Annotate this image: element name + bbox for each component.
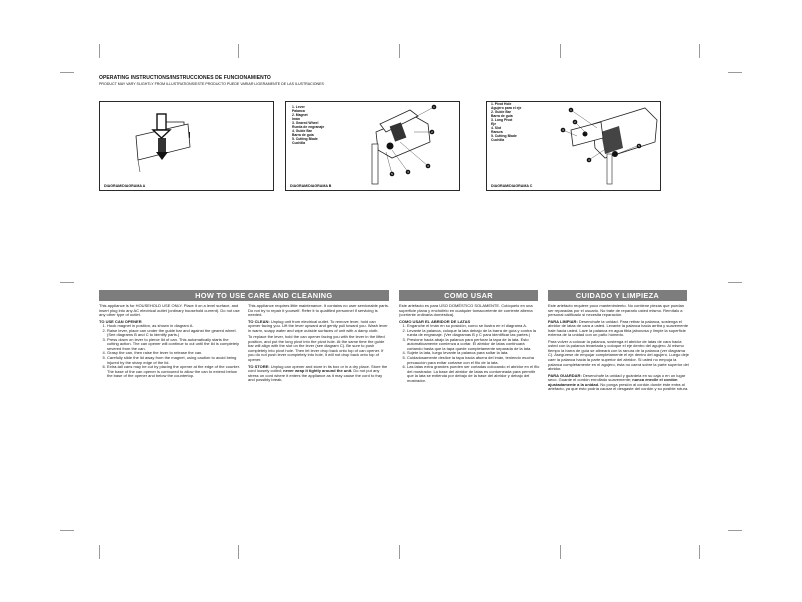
svg-text:1: 1	[570, 108, 572, 113]
column-care-cleaning	[248, 304, 389, 385]
can-opener-illustration-a	[100, 102, 273, 190]
paragraph	[548, 374, 689, 392]
paragraph	[548, 320, 689, 338]
svg-text:5: 5	[638, 144, 640, 149]
section-heading-care-cleaning	[248, 290, 389, 301]
legend-line: 3. Long Pivot	[491, 118, 513, 122]
heading-text: CARE AND CLEANING	[248, 291, 333, 300]
crop-mark	[728, 530, 742, 531]
subheading: COMO USAR EL ABRIDOR DE LATAS	[399, 318, 471, 324]
legend-line: Eje	[491, 122, 497, 126]
bold-text: nunca enrolle el cordón ajustadamente a la unidad.	[548, 377, 678, 387]
legend-line: 4. Guide Bar	[292, 129, 312, 133]
list-item: 4. Grasp the can, then raise the lever to release the can.	[107, 351, 240, 356]
list-item: 1. Enganche el imán en su posición, como se ilustra en el diagrama A.	[407, 324, 540, 329]
legend-line: 1. Lever	[292, 105, 305, 109]
crop-mark	[399, 545, 400, 559]
list-item: 5. Carefully slide the lid away from the magnet, using caution to avoid being injured by the sharp edge of the lid.	[107, 356, 240, 365]
list-item: 3. Press down on lever to pierce lid of can. This automatically starts the cutting action. The can opener will continue to cut until the lid is completely severed from the can.	[107, 338, 240, 352]
callout-2	[573, 120, 578, 125]
legend-line: Barra de guía	[292, 133, 314, 137]
list-item: 6. Las latas extra grandes pueden ser cortadas colocando el abridor en el filo del mostrador. La base del abridor de latas es contorneada para permitir que la lata se extienda por debajo de la base del abridor y debajo del mostrador.	[407, 365, 540, 383]
crop-mark	[560, 545, 561, 559]
svg-text:2: 2	[431, 130, 433, 135]
callout-4	[406, 170, 411, 175]
legend-line: 4. Slot	[491, 126, 502, 130]
legend-line: 3. Geared Wheel	[292, 121, 319, 125]
heading-text: HOW TO USE	[195, 291, 246, 300]
callout-4	[587, 158, 592, 163]
column-como-usar	[399, 304, 540, 383]
svg-text:4: 4	[407, 170, 409, 175]
text: Unplug can opener and store in its box or in a dry place. Store the cord loosely coiled;	[248, 363, 388, 374]
paragraph: Este artefacto requiere poco mantenimiento. No contiene piezas que puedan ser reparadas por el usuario. No trate de repararlo usted mismo. Remítalo a personal calificado si necesita reparación.	[548, 303, 685, 318]
text: Desenchufe la unidad y guárdela en su caja o en un lugar seco. Guarde el cordón enrollado suavemente;	[548, 372, 686, 383]
label: TO CLEAN:	[248, 318, 270, 324]
callout-3	[426, 164, 431, 169]
section-heading-cuidado	[548, 290, 687, 301]
section-heading-como-usar	[399, 290, 538, 301]
steps-list	[399, 324, 540, 383]
list-item: 2. Raise lever, place can under the guide bar and against the geared wheel. (See diagrams B and C to identify parts.)	[107, 329, 240, 338]
legend-line: Imán	[292, 117, 300, 121]
callout-3	[561, 128, 566, 133]
diagram-a-label: DIAGRAM/DIAGRAMA A	[104, 184, 146, 188]
crop-mark	[99, 545, 100, 559]
paragraph: This appliance requires little maintenance. It contains no user serviceable parts. Do not try to repair it yourself. Refer it to qualified personnel if servicing is needed.	[248, 303, 389, 318]
section-heading-how-to-use	[99, 290, 248, 301]
diagram-b-label: DIAGRAM/DIAGRAMA B	[290, 184, 332, 188]
text: Unplug unit from electrical outlet. To remove lever, hold can opener facing you. Lift the lever upward and gently pull toward you. Wash lever in warm, soapy water and wipe outside surfaces of unit with a damp cloth.	[248, 318, 388, 333]
label: PARA GUARDAR:	[548, 372, 582, 378]
can-opener-illustration-b	[356, 102, 459, 190]
callout-1	[569, 108, 574, 113]
list-item: 2. Levante la palanca, coloque la lata debajo de la barra de guía y contra la rueda de engranaje. (Ver diagramas B y C para identificar las partes.)	[407, 329, 540, 338]
steps-list	[99, 324, 240, 379]
column-how-to-use	[99, 304, 240, 379]
list-item: 1. Hook magnet in position, as shown in diagram A.	[107, 324, 240, 329]
paragraph: Este artefacto es para USO DOMÉSTICO SOLAMENTE. Colóquelo en una superficie plana y enchúfelo en cualquier tomacorriente de corriente alterna (corriente ordinaria doméstica).	[399, 303, 533, 318]
crop-mark	[699, 44, 700, 58]
svg-text:1: 1	[433, 105, 435, 110]
list-item: 6. Extra-tall cans may be cut by placing the opener at the edge of the counter. The base of the can opener is contoured to allow the can to extend below the base of the opener and below the countertop.	[107, 365, 240, 379]
label: TO STORE:	[248, 363, 270, 369]
legend-line: Ranura	[491, 130, 503, 134]
crop-mark	[399, 44, 400, 58]
paragraph: To replace the lever, hold the can opener facing you with the lever in the lifted position, and put the long pivot into the pivot hole. At the same time the guide bar will align with the slot on the lever (see diagram C). Be sure to push completely into pivot hole. Then let lever drop back onto top of can opener. If you do not push lever completely into hole, it will not drop back onto top of opener.	[248, 334, 385, 363]
diagram-c	[486, 101, 661, 191]
paragraph: Para volver a colocar la palanca, sostenga el abridor de latas de cara hacia usted con la palanca levantada y coloque el eje dentro del agujero. Al mismo tiempo la barra de guía se alineará con la ranura de la palanca (ver diagrama C). Asegúrese de empujar completamente el eje dentro del agujero. Luego deje caer la palanca hacia la parte superior del abridor. Si usted no empuja la palanca completamente en el agujero, ésta no caerá sobre la parte superior del abridor.	[548, 338, 689, 372]
crop-mark	[238, 545, 239, 559]
crop-mark	[728, 72, 742, 73]
svg-text:5: 5	[391, 172, 393, 177]
legend-line: 2. Magnet	[292, 113, 308, 117]
crop-mark	[60, 72, 74, 73]
list-item: 4. Sujete la lata, luego levante la palanca para soltar la lata.	[407, 351, 540, 356]
paragraph	[248, 320, 389, 334]
can-opener-illustration-c	[557, 102, 660, 190]
callout-1	[432, 105, 437, 110]
legend-line: Cuchilla	[292, 141, 306, 145]
page-title: OPERATING INSTRUCTIONS/INSTRUCCIONES DE FUNCIONAMIENTO	[99, 75, 271, 81]
list-item: 5. Cuidadosamente deslice la tapa hacia afuera del imán, teniendo mucha precaución para evitar cortarse con el filo de la lata.	[407, 356, 540, 365]
text: No ponga presión al cordón donde éste entra al artefacto, ya que ésto podría causar el desgaste del cordón y su posible rotura.	[548, 381, 689, 392]
legend-line: 5. Cutting Blade	[491, 134, 517, 138]
paragraph	[248, 365, 389, 383]
callout-5	[637, 144, 642, 149]
legend-line: Rueda de engranaje	[292, 125, 325, 129]
legend-line: Cuchilla	[491, 138, 505, 142]
diagram-a	[99, 101, 274, 191]
list-item: 3. Presione hacia abajo la palanca para perforar la tapa de la lata. Esto automáticamente comienza a cortar. El abridor de latas continuará cortando hasta que la tapa quede completamente separada de la lata.	[407, 338, 540, 352]
svg-text:3: 3	[562, 128, 564, 133]
crop-mark	[60, 530, 74, 531]
page-subtitle: PRODUCT MAY VARY SLIGHTLY FROM ILLUSTRATIONS/ESTE PRODUCTO PUEDE VARIAR LIGERAMENTE DE LAS ILUSTRACIONES	[99, 82, 324, 86]
diagram-b-legend	[292, 105, 324, 145]
heading-text: CUIDADO Y LIMPIEZA	[575, 291, 660, 300]
crop-mark	[238, 44, 239, 58]
bold-text: never wrap it tightly around the unit.	[283, 368, 353, 374]
svg-text:4: 4	[588, 158, 590, 163]
paragraph: This appliance is for HOUSEHOLD USE ONLY. Place it on a level surface, and insert plug into any AC electrical outlet (ordinary household current). Do not use any other type of outlet.	[99, 303, 240, 318]
diagram-c-legend	[491, 102, 521, 142]
legend-line: Palanca	[292, 109, 305, 113]
legend-line: 5. Cutting Blade	[292, 137, 318, 141]
crop-mark	[60, 282, 74, 283]
legend-line: 2. Guide Bar	[491, 110, 511, 114]
label: PARA LIMPIAR:	[548, 318, 578, 324]
text: Desenchufe la unidad. Para retirar la palanca, sostenga el abridor de latas de cara a usted. Levante la palanca hacia arriba y suavemente hale hacia usted. Lave la palanca en agua tibia jabonosa y limpie la superficie externa de la unidad con un paño húmedo.	[548, 318, 689, 338]
crop-mark	[99, 44, 100, 58]
callout-2	[430, 130, 435, 135]
diagram-b	[285, 101, 460, 191]
heading-text: COMO USAR	[444, 291, 493, 300]
diagram-c-label: DIAGRAM/DIAGRAMA C	[491, 184, 533, 188]
column-cuidado	[548, 304, 689, 394]
svg-text:2: 2	[574, 120, 576, 125]
legend-line: Agujero para el eje	[491, 106, 522, 110]
svg-text:3: 3	[427, 164, 429, 169]
crop-mark	[728, 282, 742, 283]
legend-line: Barra de guía	[491, 114, 513, 118]
subheading: TO USE CAN OPENER	[99, 318, 142, 324]
legend-line: 1. Pivot Hole	[491, 102, 512, 106]
callout-5	[390, 172, 395, 177]
crop-mark	[560, 44, 561, 58]
crop-mark	[699, 545, 700, 559]
text: Do not put any stress on cord where it enters the appliance as it may cause the cord to fray and possibly break.	[248, 368, 383, 383]
